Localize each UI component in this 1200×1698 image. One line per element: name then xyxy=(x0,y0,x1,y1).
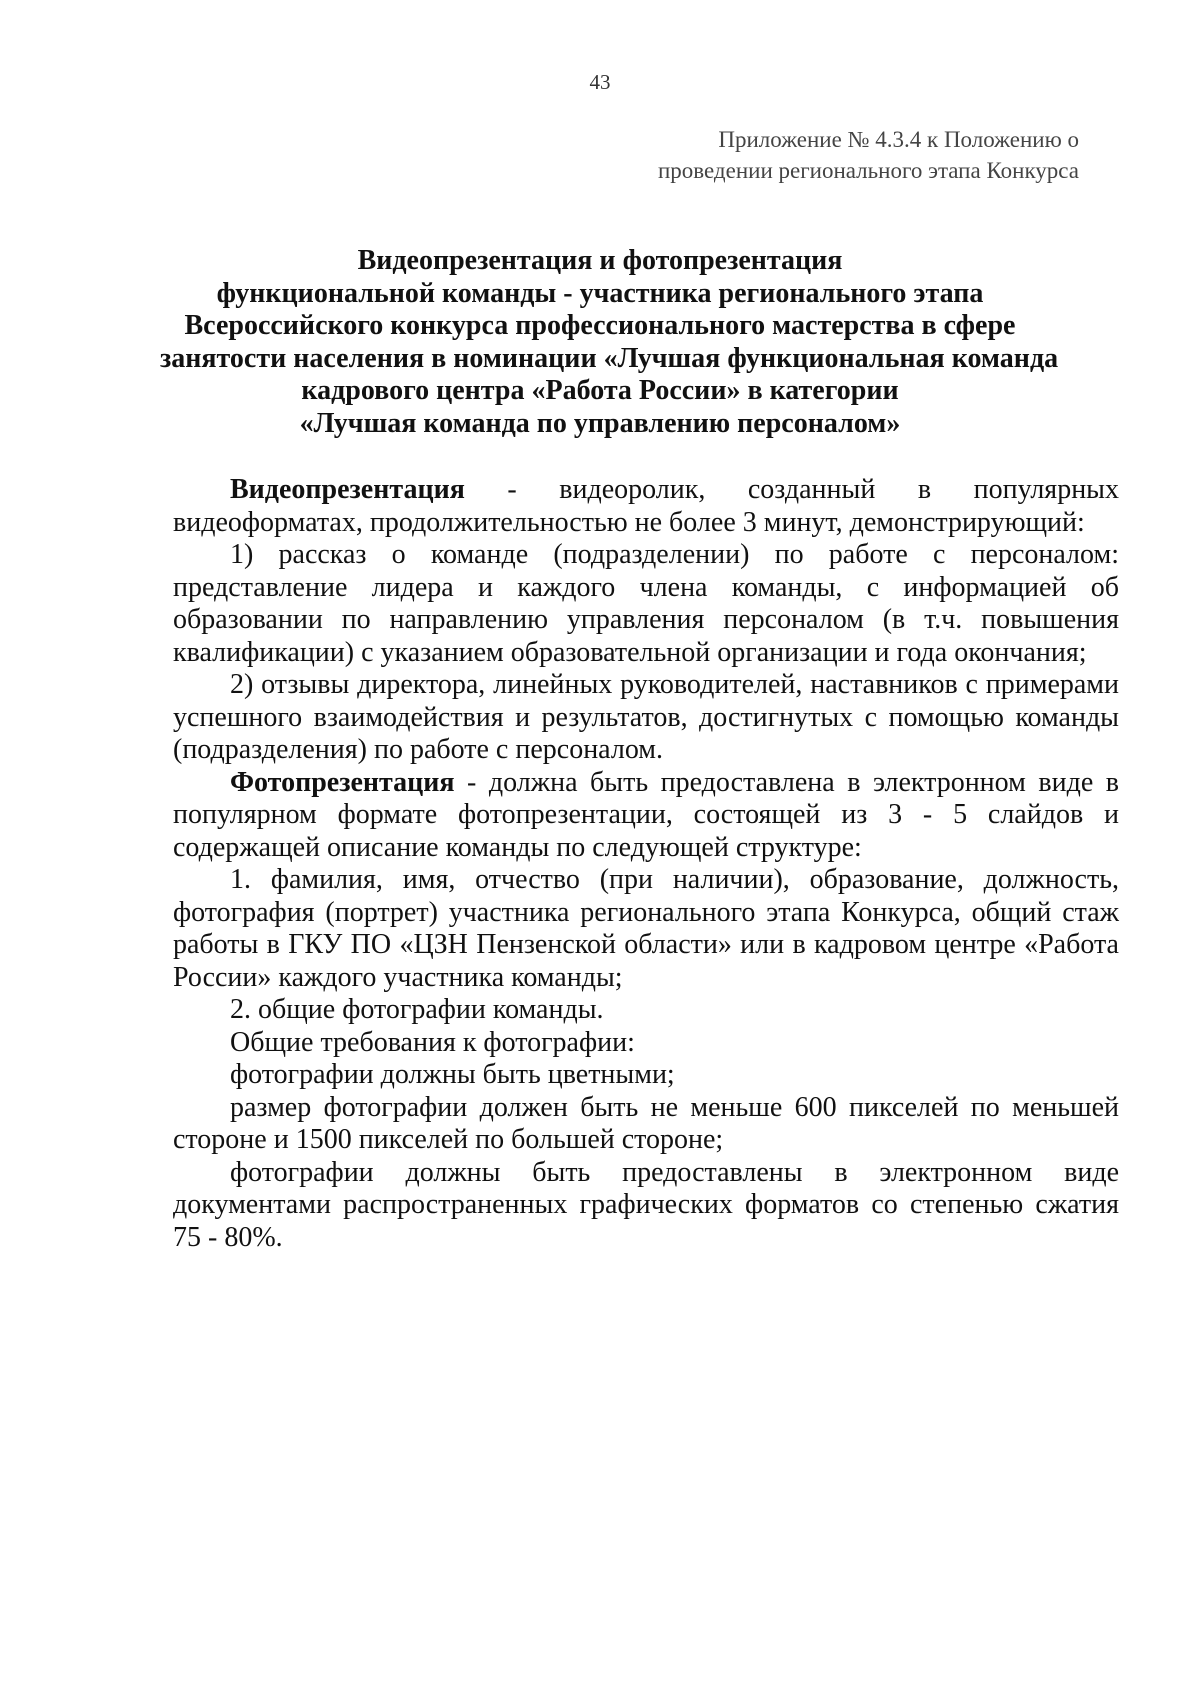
title-line-3: Всероссийского конкурса профессионального мастерства в сфере xyxy=(184,310,1016,341)
photo-presentation-text: - должна быть предоставлена в электронном виде в популярном формате фотопрезентации, состоящей из 3 - 5 слайдов и содержащей описание команды по следующей структуре: xyxy=(173,766,1119,863)
photo-item-1: 1. фамилия, имя, отчество (при наличии), образование, должность, фотография (портрет) участника регионального этапа Конкурса, общий стаж работы в ГКУ ПО «ЦЗН Пензенской области» или в кадровом центре «Работа России» каждого участника команды; xyxy=(173,864,1119,993)
photo-item-2: 2. общие фотографии команды. xyxy=(230,994,604,1025)
requirements-heading: Общие требования к фотографии: xyxy=(230,1026,635,1058)
title-line-4: занятости населения в номинации «Лучшая функциональная команда xyxy=(160,342,1059,374)
title-line-1: Видеопрезентация и фотопрезентация xyxy=(357,245,843,276)
video-presentation-text: - видеоролик, созданный в популярных видеоформатах, продолжительностью не более 3 минут, демонстрирующий: xyxy=(173,474,1119,538)
photo-presentation-term: Фотопрезентация xyxy=(230,766,455,798)
requirement-3: фотографии должны быть предоставлены в электронном виде документами распространенных графических форматов со степенью сжатия 75 - 80%. xyxy=(173,1156,1119,1253)
title-line-6: «Лучшая команда по управлению персоналом» xyxy=(299,407,901,439)
requirement-1: фотографии должны быть цветными; xyxy=(230,1059,675,1090)
video-presentation-term: Видеопрезентация xyxy=(230,474,465,505)
video-presentation-paragraph xyxy=(173,474,1119,539)
document-body xyxy=(173,474,1119,1254)
title-line-5: кадрового центра «Работа России» в категории xyxy=(301,375,899,406)
video-item-1: 1) рассказ о команде (подразделении) по работе с персоналом: представление лидера и каждого члена команды, с информацией об образовании по направлению управления персоналом (в т.ч. повышения квалификации) с указанием образовательной организации и года окончания; xyxy=(173,539,1119,668)
title-line-2: функциональной команды - участника регионального этапа xyxy=(216,277,984,309)
appendix-line-2: проведении регионального этапа Конкурса xyxy=(657,158,1079,183)
video-item-2: 2) отзывы директора, линейных руководителей, наставников с примерами успешного взаимодействия и результатов, достигнутых с помощью команды (подразделения) по работе с персоналом. xyxy=(173,669,1119,765)
requirement-2: размер фотографии должен быть не меньше 600 пикселей по меньшей стороне и 1500 пикселей по большей стороне; xyxy=(173,1091,1119,1155)
appendix-note xyxy=(658,124,1079,186)
document-title xyxy=(160,245,1059,440)
photo-presentation-paragraph xyxy=(173,767,1119,865)
appendix-line-1: Приложение № 4.3.4 к Положению о xyxy=(718,127,1079,152)
page-number: 43 xyxy=(589,70,611,94)
